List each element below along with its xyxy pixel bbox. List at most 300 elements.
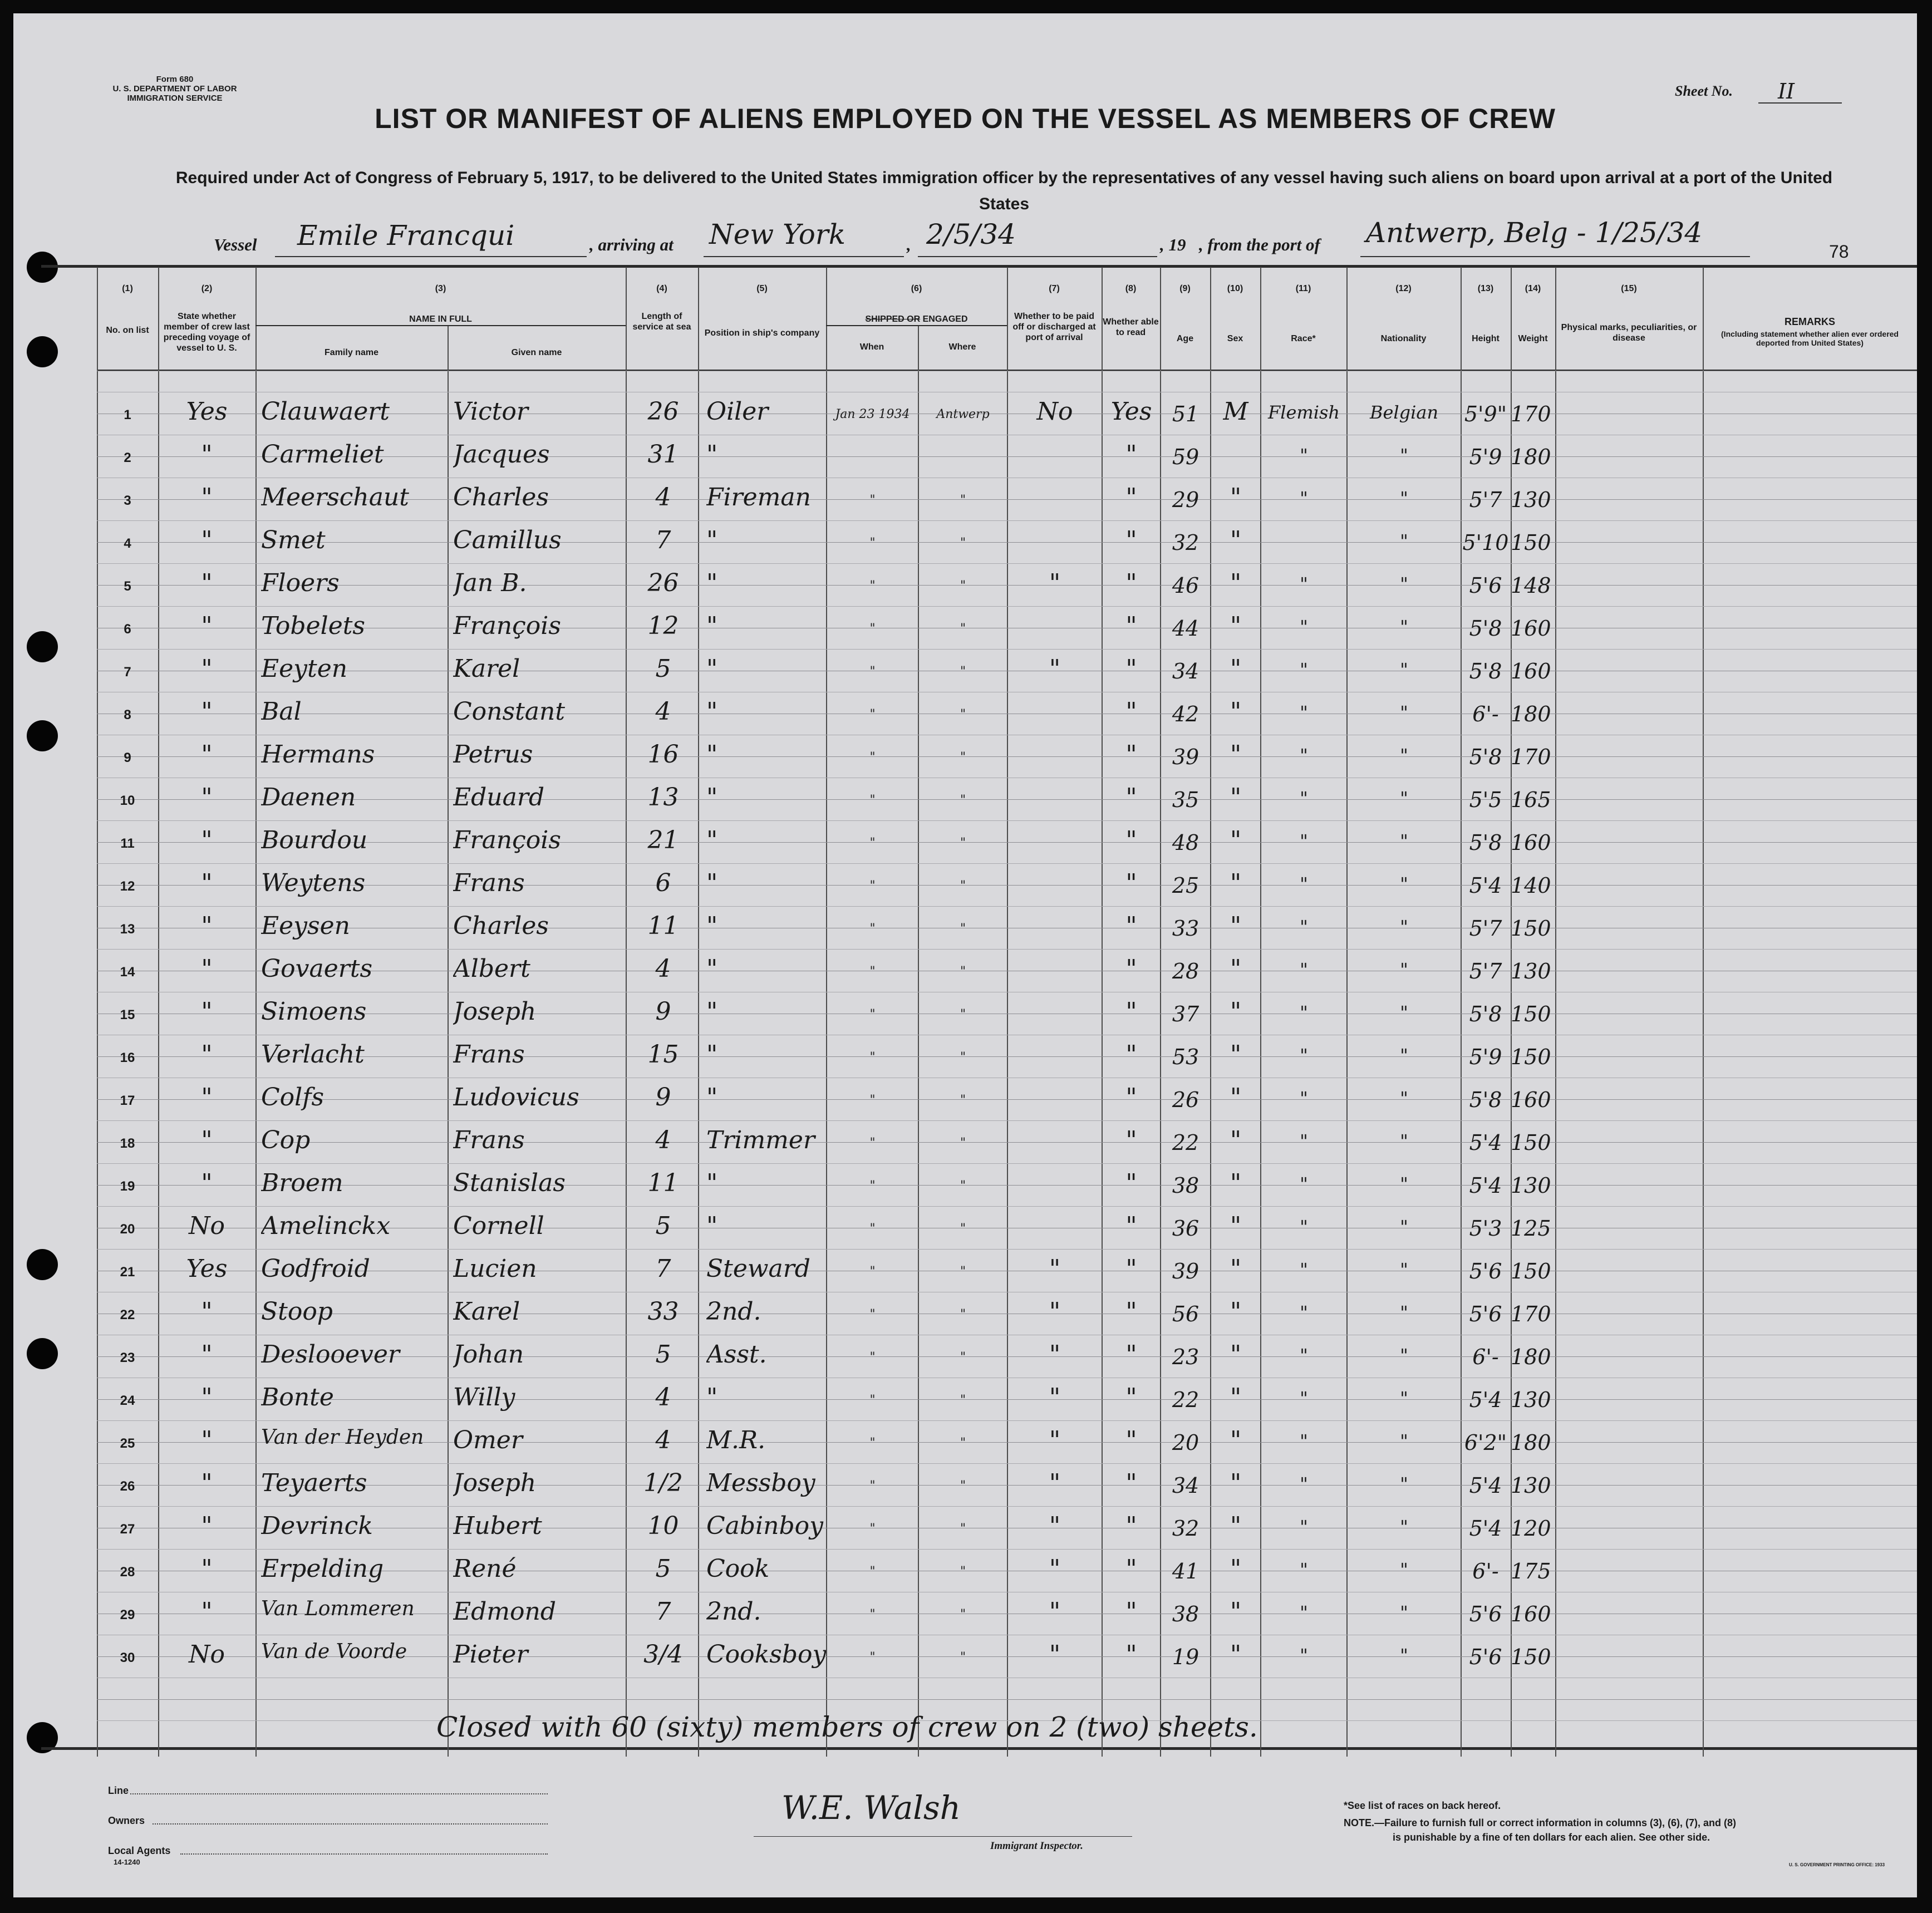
owners-label: Owners (108, 1815, 145, 1826)
column-number: (11) (1295, 284, 1311, 293)
row-number: 6 (124, 622, 131, 637)
cell-sex: " (1230, 997, 1242, 1026)
header-when: When (859, 342, 884, 352)
cell-weight: 175 (1511, 1559, 1551, 1583)
cell-paid-off: " (1049, 1383, 1061, 1412)
cell-position: M.R. (706, 1426, 766, 1454)
row-number: 10 (120, 793, 135, 808)
cell-nationality: " (1400, 745, 1408, 766)
cell-position: Steward (706, 1255, 810, 1283)
row-subrule (97, 1120, 1917, 1121)
cell-prev: " (201, 1469, 213, 1497)
cell-sex: " (1230, 1212, 1242, 1240)
cell-race: Flemish (1268, 402, 1340, 423)
cell-given: Charles (453, 483, 549, 512)
cell-weight: 150 (1511, 1045, 1551, 1069)
cell-weight: 130 (1511, 959, 1551, 983)
cell-where: " (960, 1307, 966, 1321)
header-length-service: Length of service at sea (632, 312, 691, 332)
cell-given: Eduard (453, 783, 545, 812)
cell-service: 4 (655, 955, 671, 983)
arrival-port: New York (709, 218, 845, 250)
row-subrule (97, 863, 1917, 864)
vessel-label: Vessel (214, 235, 257, 254)
cell-given: Frans (453, 1126, 525, 1154)
cell-position: " (706, 1169, 718, 1197)
cell-read: " (1125, 1126, 1137, 1154)
inspector-signature: W.E. Walsh (781, 1789, 961, 1827)
cell-height: 5'9 (1469, 445, 1502, 469)
cell-service: 4 (655, 483, 671, 512)
column-number: (14) (1525, 284, 1541, 293)
cell-prev: " (201, 1555, 213, 1583)
cell-nationality: " (1400, 1559, 1408, 1580)
column-divider (255, 267, 257, 1757)
row-number: 19 (120, 1179, 135, 1194)
cell-service: 7 (655, 526, 671, 554)
cell-when: " (869, 1007, 876, 1021)
cell-race: " (1300, 616, 1308, 637)
vessel-name: Emile Francqui (297, 219, 515, 252)
row-number: 8 (124, 707, 131, 722)
header-sex: Sex (1227, 334, 1243, 343)
cell-read: " (1125, 483, 1137, 512)
cell-position: " (706, 1212, 718, 1240)
cell-family: Deslooever (261, 1340, 400, 1369)
cell-read: Yes (1110, 397, 1152, 426)
header-family-name: Family name (325, 348, 378, 357)
row-number: 27 (120, 1522, 135, 1537)
cell-age: 35 (1172, 788, 1199, 812)
cell-where: " (960, 879, 966, 893)
cell-weight: 148 (1511, 573, 1551, 598)
cell-given: Ludovicus (453, 1083, 579, 1112)
cell-height: 5'5 (1469, 788, 1502, 812)
cell-service: 12 (647, 612, 679, 640)
cell-age: 39 (1172, 1259, 1199, 1283)
cell-prev: " (201, 1169, 213, 1197)
cell-nationality: " (1400, 1088, 1408, 1109)
cell-given: Frans (453, 1040, 525, 1069)
cell-age: 33 (1172, 916, 1199, 941)
cell-position: Oiler (706, 397, 769, 426)
cell-read: " (1125, 1426, 1137, 1454)
cell-prev: " (201, 1426, 213, 1454)
cell-given: Jan B. (453, 569, 527, 597)
cell-prev: " (201, 1083, 213, 1112)
cell-read: " (1125, 612, 1137, 640)
arrival-date: 2/5/34 (926, 218, 1016, 250)
column-number: (8) (1125, 284, 1137, 293)
cell-service: 26 (647, 569, 679, 597)
cell-position: " (706, 697, 718, 726)
cell-sex: " (1230, 869, 1242, 897)
sheet-label: Sheet No. (1675, 83, 1733, 99)
cell-sex: " (1230, 483, 1242, 512)
row-number: 4 (124, 536, 131, 551)
cell-family: Cop (261, 1126, 311, 1154)
cell-sex: " (1230, 1555, 1242, 1583)
cell-age: 39 (1172, 745, 1199, 769)
cell-given: Joseph (453, 1469, 537, 1497)
cell-read: " (1125, 1169, 1137, 1197)
engaged-subheader-rule (826, 325, 1007, 326)
race-footnote: *See list of races on back hereof. (1344, 1800, 1501, 1811)
cell-family: Simoens (261, 997, 367, 1026)
cell-where: " (960, 665, 966, 678)
cell-given: Karel (453, 1297, 520, 1326)
header-shipped-engaged: SHIPPED OR ENGAGED (865, 314, 968, 324)
cell-age: 46 (1172, 573, 1199, 598)
cell-nationality: " (1400, 530, 1408, 552)
cell-where: " (960, 1050, 966, 1064)
cell-read: " (1125, 1555, 1137, 1583)
cell-weight: 170 (1511, 402, 1551, 426)
cell-given: Willy (453, 1383, 515, 1412)
row-number: 22 (120, 1307, 135, 1322)
cell-weight: 150 (1511, 1645, 1551, 1669)
cell-race: " (1300, 745, 1308, 766)
cell-paid-off: " (1049, 1340, 1061, 1369)
cell-nationality: " (1400, 1345, 1408, 1366)
cell-when: " (869, 579, 876, 593)
cell-when: " (869, 707, 876, 721)
from-port-label: , from the port of (1199, 235, 1320, 254)
cell-where: " (960, 922, 966, 936)
comma-label: , (907, 235, 911, 254)
row-number: 13 (120, 922, 135, 937)
cell-sex: " (1230, 783, 1242, 812)
cell-where: " (960, 579, 966, 593)
cell-height: 5'4 (1469, 1388, 1502, 1412)
cell-when: " (869, 665, 876, 678)
header-remarks: REMARKS (1784, 316, 1835, 327)
cell-height: 5'6 (1469, 1259, 1502, 1283)
cell-sex: " (1230, 697, 1242, 726)
manifest-page (13, 13, 1917, 1897)
cell-where: " (960, 1436, 966, 1450)
cell-nationality: " (1400, 488, 1408, 509)
row-number: 5 (124, 579, 131, 594)
inspector-label: Immigrant Inspector. (990, 1840, 1083, 1852)
cell-family: Teyaerts (261, 1469, 367, 1497)
cell-height: 5'7 (1469, 916, 1502, 941)
row-number: 3 (124, 493, 131, 508)
cell-when: " (869, 836, 876, 850)
cell-race: " (1300, 1259, 1308, 1280)
cell-read: " (1125, 1040, 1137, 1069)
agents-field (180, 1853, 548, 1855)
cell-given: Johan (453, 1340, 524, 1369)
cell-position: " (706, 526, 718, 554)
row-number: 2 (124, 450, 131, 465)
cell-weight: 120 (1511, 1516, 1551, 1541)
cell-weight: 140 (1511, 873, 1551, 898)
cell-age: 29 (1172, 488, 1199, 512)
header-prior-voyage: State whether member of crew last preceding voyage of vessel to U. S. (163, 312, 250, 353)
page-subtitle: Required under Act of Congress of February 5, 1917, to be delivered to the United States immigration officer by the representatives of any vessel having such aliens on board upon arrival at a port of the United States (175, 169, 1833, 213)
cell-paid-off: " (1049, 1297, 1061, 1326)
row-number: 15 (120, 1007, 135, 1022)
cell-where: " (960, 1093, 966, 1107)
cell-sex: " (1230, 1340, 1242, 1369)
cell-race: " (1300, 1002, 1308, 1023)
cell-family: Govaerts (261, 955, 373, 983)
cell-height: 5'6 (1469, 1645, 1502, 1669)
row-subrule (97, 1549, 1917, 1550)
cell-nationality: " (1400, 1216, 1408, 1237)
cell-nationality: " (1400, 573, 1408, 594)
cell-age: 38 (1172, 1173, 1199, 1198)
cell-sex: " (1230, 1255, 1242, 1283)
cell-prev: " (201, 783, 213, 812)
cell-family: Van Lommeren (261, 1597, 415, 1620)
cell-race: " (1300, 1345, 1308, 1366)
cell-race: " (1300, 1173, 1308, 1194)
cell-prev: " (201, 655, 213, 683)
department-name: U. S. DEPARTMENT OF LABOR (112, 84, 237, 94)
cell-family: Erpelding (261, 1555, 384, 1583)
cell-race: " (1300, 916, 1308, 937)
cell-read: " (1125, 697, 1137, 726)
binder-hole (27, 336, 58, 367)
cell-age: 41 (1172, 1559, 1199, 1583)
cell-nationality: " (1400, 1602, 1408, 1623)
cell-prev: " (201, 1383, 213, 1412)
row-number: 1 (124, 407, 131, 422)
cell-race: " (1300, 659, 1308, 680)
cell-race: " (1300, 573, 1308, 594)
cell-prev: Yes (186, 397, 228, 426)
cell-given: Charles (453, 912, 549, 940)
cell-age: 36 (1172, 1216, 1199, 1241)
cell-when: " (869, 750, 876, 764)
cell-family: Colfs (261, 1083, 325, 1112)
cell-where: " (960, 793, 966, 807)
header-nationality: Nationality (1380, 334, 1427, 343)
header-no-on-list: No. on list (106, 326, 149, 335)
cell-where: " (960, 1136, 966, 1150)
row-number: 26 (120, 1479, 135, 1494)
header-given-name: Given name (511, 348, 562, 357)
page-stamp-number: 78 (1829, 242, 1849, 262)
row-rule (97, 1699, 1917, 1700)
cell-when: " (869, 1265, 876, 1278)
cell-when: " (869, 1350, 876, 1364)
cell-read: " (1125, 1469, 1137, 1497)
cell-where: " (960, 1650, 966, 1664)
row-subrule (97, 520, 1917, 521)
cell-service: 4 (655, 1383, 671, 1412)
departure-port: Antwerp, Belg - 1/25/34 (1366, 217, 1703, 249)
cell-service: 11 (647, 912, 679, 940)
cell-position: " (706, 440, 718, 469)
cell-height: 5'8 (1469, 830, 1502, 855)
row-number: 7 (124, 665, 131, 680)
sheet-number: II (1778, 79, 1795, 104)
cell-prev: " (201, 1340, 213, 1369)
cell-family: Bal (261, 697, 302, 726)
cell-height: 5'9 (1469, 1045, 1502, 1069)
cell-sex: " (1230, 740, 1242, 769)
cell-position: " (706, 783, 718, 812)
cell-prev: " (201, 526, 213, 554)
row-subrule (97, 606, 1917, 607)
cell-where: " (960, 622, 966, 636)
cell-race: " (1300, 1302, 1308, 1323)
cell-weight: 130 (1511, 1173, 1551, 1198)
cell-age: 22 (1172, 1130, 1199, 1155)
cell-race: " (1300, 702, 1308, 723)
cell-where: " (960, 1179, 966, 1193)
cell-race: " (1300, 1045, 1308, 1066)
cell-when: " (869, 879, 876, 893)
cell-position: Cook (706, 1555, 770, 1583)
row-number: 23 (120, 1350, 135, 1365)
cell-height: 5'8 (1469, 1002, 1502, 1026)
header-name-in-full: NAME IN FULL (409, 314, 472, 324)
cell-paid-off: " (1049, 569, 1061, 597)
cell-age: 32 (1172, 1516, 1199, 1541)
cell-race: " (1300, 1473, 1308, 1494)
cell-weight: 150 (1511, 916, 1551, 941)
cell-family: Daenen (261, 783, 356, 812)
cell-race: " (1300, 445, 1308, 466)
cell-service: 15 (647, 1040, 679, 1069)
cell-given: Stanislas (453, 1169, 566, 1197)
cell-nationality: " (1400, 702, 1408, 723)
cell-race: " (1300, 1388, 1308, 1409)
cell-weight: 130 (1511, 1388, 1551, 1412)
cell-position: " (706, 826, 718, 854)
table-top-rule (41, 265, 1917, 268)
cell-given: Joseph (453, 997, 537, 1026)
cell-weight: 180 (1511, 1345, 1551, 1369)
cell-given: Camillus (453, 526, 562, 554)
cell-service: 21 (647, 826, 679, 854)
cell-family: Tobelets (261, 612, 365, 640)
cell-given: François (453, 612, 561, 640)
cell-weight: 160 (1511, 616, 1551, 641)
cell-paid-off: " (1049, 1426, 1061, 1454)
cell-weight: 160 (1511, 830, 1551, 855)
cell-sex: " (1230, 569, 1242, 597)
header-age: Age (1176, 334, 1194, 343)
signature-underline (754, 1836, 1132, 1837)
cell-when: " (869, 1307, 876, 1321)
cell-weight: 130 (1511, 488, 1551, 512)
cell-family: Van de Voorde (261, 1640, 407, 1663)
cell-prev: No (189, 1640, 225, 1669)
cell-given: Constant (453, 697, 566, 726)
cell-position: " (706, 1383, 718, 1412)
cell-paid-off: " (1049, 1512, 1061, 1540)
cell-sex: " (1230, 1040, 1242, 1069)
line-label: Line (108, 1785, 129, 1796)
cell-prev: " (201, 612, 213, 640)
cell-service: 31 (647, 440, 679, 469)
cell-race: " (1300, 959, 1308, 980)
cell-given: Hubert (453, 1512, 542, 1540)
cell-age: 44 (1172, 616, 1199, 641)
row-number: 29 (120, 1607, 135, 1622)
cell-when: " (869, 965, 876, 978)
cell-prev: " (201, 1297, 213, 1326)
cell-when: " (869, 922, 876, 936)
cell-nationality: " (1400, 830, 1408, 852)
cell-height: 5'10 (1462, 530, 1509, 555)
cell-read: " (1125, 869, 1137, 897)
row-subrule (97, 1420, 1917, 1421)
cell-prev: " (201, 440, 213, 469)
header-race: Race* (1291, 334, 1316, 343)
cell-service: 16 (647, 740, 679, 769)
cell-service: 13 (647, 783, 679, 812)
column-number: (4) (656, 284, 667, 293)
cell-read: " (1125, 440, 1137, 469)
column-number: (7) (1049, 284, 1060, 293)
cell-age: 34 (1172, 1473, 1199, 1498)
cell-height: 6'- (1472, 1345, 1499, 1369)
cell-height: 5'8 (1469, 659, 1502, 683)
cell-given: Victor (453, 397, 528, 426)
cell-position: " (706, 569, 718, 597)
cell-height: 5'8 (1469, 745, 1502, 769)
date-underline (918, 256, 1157, 257)
cell-age: 56 (1172, 1302, 1199, 1326)
cell-height: 5'4 (1469, 1473, 1502, 1498)
header-height: Height (1472, 334, 1500, 343)
cell-sex: M (1223, 397, 1248, 426)
cell-family: Godfroid (261, 1255, 370, 1283)
row-subrule (97, 1163, 1917, 1164)
cell-family: Meerschaut (261, 483, 409, 512)
cell-age: 19 (1172, 1645, 1199, 1669)
cell-read: " (1125, 912, 1137, 940)
row-number: 21 (120, 1265, 135, 1280)
cell-read: " (1125, 1255, 1137, 1283)
header-able-to-read: Whether able to read (1103, 317, 1159, 337)
cell-prev: " (201, 955, 213, 983)
row-number: 12 (120, 879, 135, 894)
cell-read: " (1125, 1597, 1137, 1626)
closing-statement: Closed with 60 (sixty) members of crew on 2 (two) sheets. (436, 1711, 1258, 1743)
cell-weight: 165 (1511, 788, 1551, 812)
cell-race: " (1300, 1130, 1308, 1152)
printing-office-note: U. S. GOVERNMENT PRINTING OFFICE: 1933 (1789, 1862, 1885, 1867)
cell-paid-off: " (1049, 1555, 1061, 1583)
cell-when: " (869, 1093, 876, 1107)
cell-sex: " (1230, 1640, 1242, 1669)
cell-nationality: " (1400, 916, 1408, 937)
cell-where: " (960, 1007, 966, 1021)
cell-family: Weytens (261, 869, 366, 897)
column-divider (626, 267, 627, 1757)
column-number: (3) (435, 284, 446, 293)
cell-age: 32 (1172, 530, 1199, 555)
cell-read: " (1125, 1383, 1137, 1412)
cell-when: " (869, 536, 876, 550)
cell-where: " (960, 1265, 966, 1278)
cell-weight: 170 (1511, 1302, 1551, 1326)
header-paid-off: Whether to be paid off or discharged at port of arrival (1012, 312, 1096, 342)
cell-prev: " (201, 826, 213, 854)
cell-read: " (1125, 1640, 1137, 1669)
arriving-label: , arriving at (589, 235, 674, 254)
cell-age: 53 (1172, 1045, 1199, 1069)
cell-where: " (960, 750, 966, 764)
column-divider (1703, 267, 1704, 1757)
